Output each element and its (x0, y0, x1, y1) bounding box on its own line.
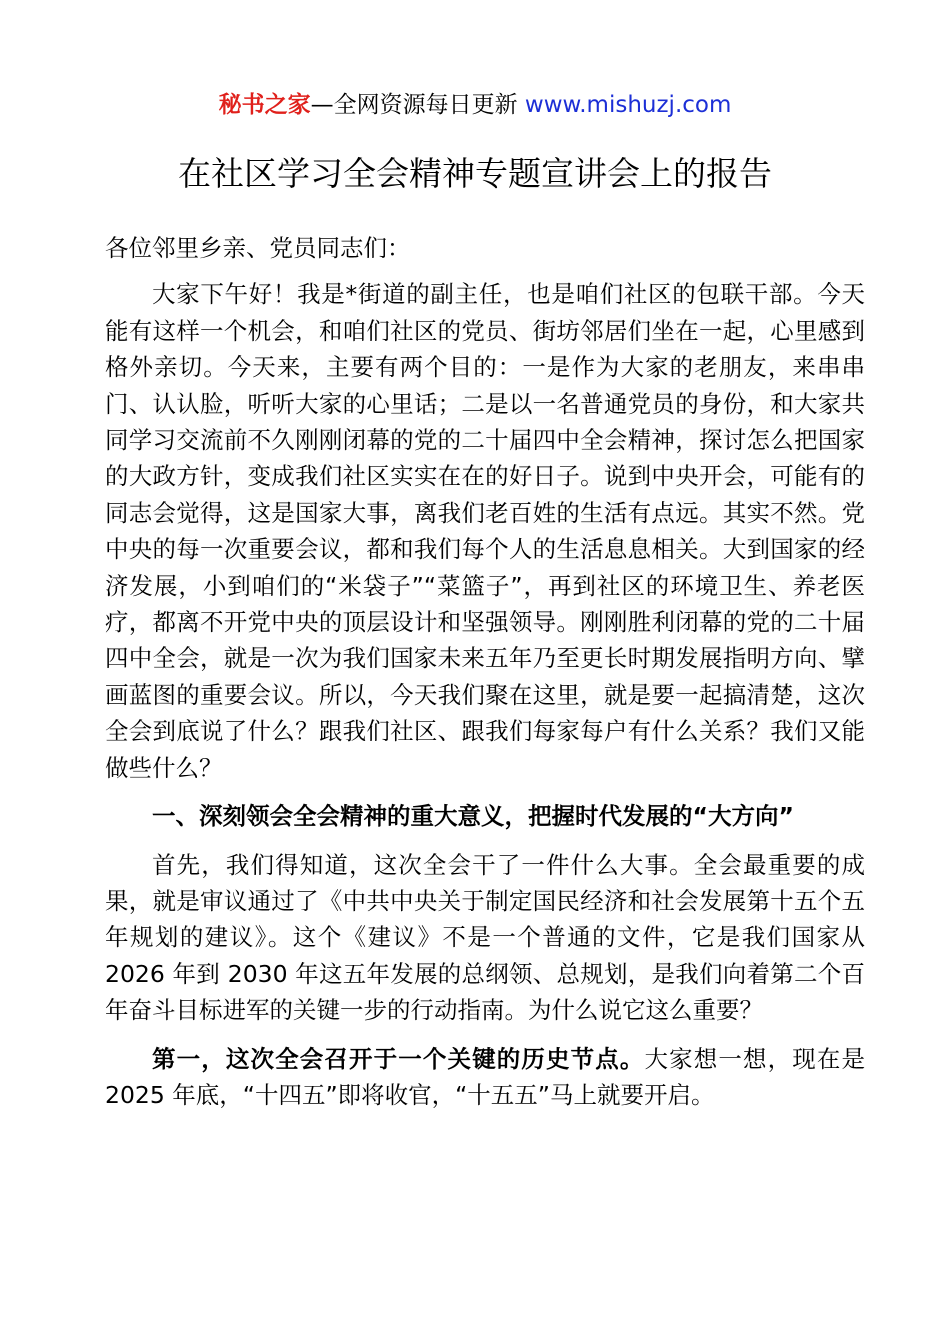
site-tagline: —全网资源每日更新 (310, 92, 525, 118)
site-brand: 秘书之家 (218, 92, 311, 118)
document-body (105, 230, 865, 1125)
point-1-paragraph (105, 1041, 865, 1114)
site-url-link[interactable]: www.mishuzj.com (524, 92, 732, 118)
section-heading-1: 一、深刻领会全会精神的重大意义，把握时代发展的“大方向” (152, 802, 794, 831)
intro-paragraph: 大家下午好！我是*街道的副主任，也是咱们社区的包联干部。今天能有这样一个机会，和咱们社区的党员、街坊邻居们坐在一起，心里感到格外亲切。今天来，主要有两个目的：一是作为大家的老朋友，来串串门、认认脸，听听大家的心里话；二是以一名普通党员的身份，和大家共同学习交流前不久刚刚闭幕的党的二十届四中全会精神，探讨怎么把国家的大政方针，变成我们社区实实在在的好日子。说到中央开会，可能有的同志会觉得，这是国家大事，离我们老百姓的生活有点远。其实不然。党中央的每一次重要会议，都和我们每个人的生活息息相关。大到国家的经济发展，小到咱们的“米袋子”“菜篮子”，再到社区的环境卫生、养老医疗，都离不开党中央的顶层设计和坚强领导。刚刚胜利闭幕的党的二十届四中全会，就是一次为我们国家未来五年乃至更长时期发展指明方向、擘画蓝图的重要会议。所以，今天我们聚在这里，就是要一起搞清楚，这次全会到底说了什么？跟我们社区、跟我们每家每户有什么关系？我们又能做些什么？ (105, 280, 865, 782)
document-title: 在社区学习全会精神专题宣讲会上的报告 (178, 154, 772, 193)
section-1-paragraph: 首先，我们得知道，这次全会干了一件什么大事。全会最重要的成果，就是审议通过了《中共中央关于制定国民经济和社会发展第十五个五年规划的建议》。这个《建议》不是一个普通的文件，它是我们国家从 2026 年到 2030 年这五年发展的总纲领、总规划，是我们向着第二个百年奋斗目标进军的关键一步的行动指南。为什么说它这么重要？ (105, 850, 865, 1025)
point-1-text: 大家想一想，现在是 2025 年底，“十四五”即将收官，“十五五”马上就要开启。 (105, 1044, 865, 1109)
site-header (0, 88, 950, 122)
point-1-lead: 第一，这次全会召开于一个关键的历史节点。 (152, 1044, 645, 1073)
salutation: 各位邻里乡亲、党员同志们： (105, 234, 411, 262)
